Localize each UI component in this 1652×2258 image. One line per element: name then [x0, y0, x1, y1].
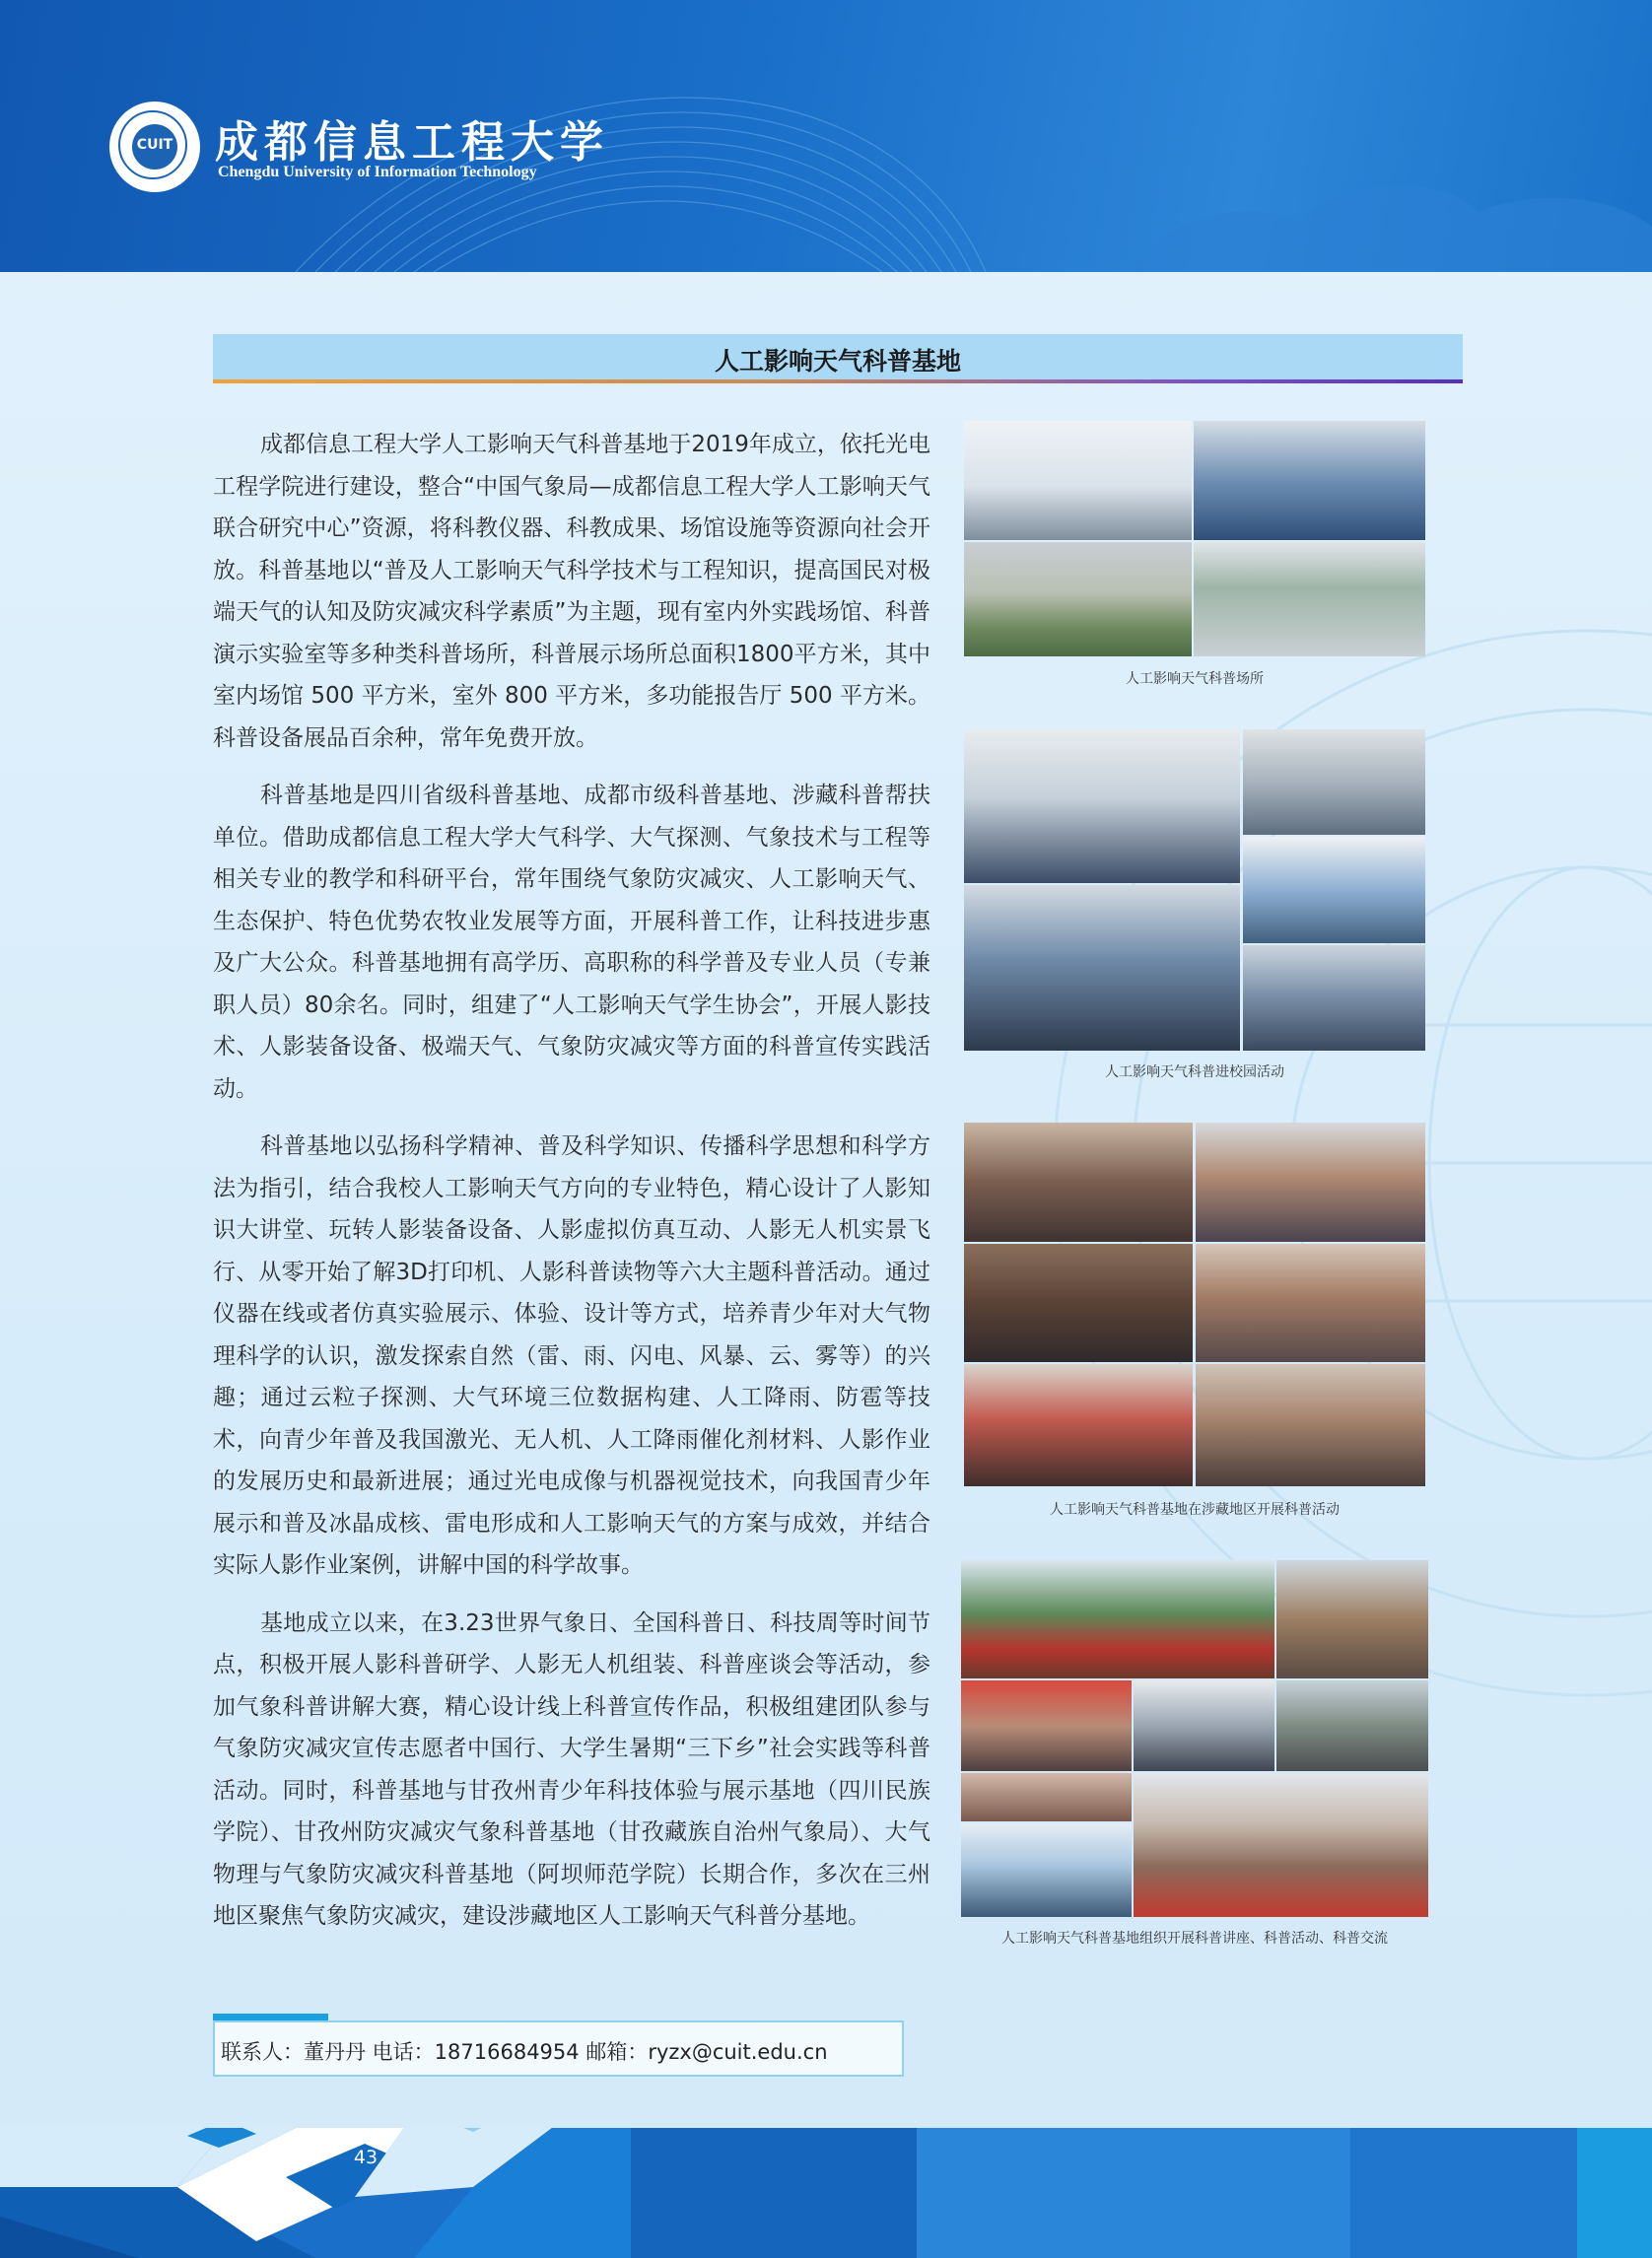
photo-tibet-outdoor — [1196, 1244, 1425, 1362]
photo-campus-students — [964, 885, 1240, 1051]
photo-gate — [1276, 1560, 1428, 1678]
section-title: 人工影响天气科普基地 — [714, 347, 961, 376]
photo-demo-lab — [1194, 542, 1425, 656]
photo-exchange-4 — [961, 1773, 1132, 1821]
school-name-cn: 成都信息工程大学 — [215, 117, 609, 168]
photo-lecture-banner — [961, 1560, 1274, 1678]
page-number: 43 — [353, 2147, 379, 2168]
contact-box — [213, 2020, 904, 2077]
photo-campus-visit-1 — [1243, 729, 1425, 835]
photo-venue-hall — [964, 421, 1192, 540]
photo-tibet-kids — [1196, 1123, 1425, 1242]
photo-campus-group — [964, 729, 1240, 883]
title-underline — [213, 379, 1463, 383]
photo-caption-2: 人工影响天气科普进校园活动 — [1105, 1064, 1284, 1080]
photo-campus-visit-2 — [1243, 837, 1425, 943]
photo-caption-4: 人工影响天气科普基地组织开展科普讲座、科普活动、科普交流 — [1001, 1931, 1388, 1947]
photo-exchange-1 — [961, 1680, 1132, 1771]
photo-tibet-crowd — [1196, 1364, 1425, 1486]
school-name-en: Chengdu University of Information Technology — [218, 164, 537, 180]
photo-lab-room — [1194, 421, 1425, 540]
footer-top-diamonds — [0, 2128, 690, 2148]
photo-caption-1: 人工影响天气科普场所 — [1126, 671, 1264, 687]
paragraph-1: 成都信息工程大学人工影响天气科普基地于2019年成立，依托光电工程学院进行建设，整合“中国气象局—成都信息工程大学人工影响天气联合研究中心”资源，将科教仪器、科教成果、场馆设施等资源向社会开放。科普基地以“普及人工影响天气科学技术与工程知识，提高国民对极端天气的认知及防灾减灾科学素质”为主题，现有室内外实践场馆、科普演示实验室等多种类科普场所，科普展示场所总面积1800平方米，其中室内场馆 500 平方米，室外 800 平方米，多功能报告厅 500 平方米。科普设备展品百余种，常年免费开放。 — [213, 432, 930, 751]
paragraph-2: 科普基地是四川省级科普基地、成都市级科普基地、涉藏科普帮扶单位。借助成都信息工程大学大气科学、大气探测、气象技术与工程等相关专业的教学和科研平台，常年围绕气象防灾减灾、人工影响天气、生态保护、特色优势农牧业发展等方面，开展科普工作，让科技进步惠及广大公众。科普基地拥有高学历、高职称的科学普及专业人员（专兼职人员）80余名。同时，组建了“人工影响天气学生协会”，开展人影技术、人影装备设备、极端天气、气象防灾减灾等方面的科普宣传实践活动。 — [213, 783, 930, 1102]
photo-outdoor-field — [964, 542, 1192, 656]
paragraph-4: 基地成立以来，在3.23世界气象日、全国科普日、科技周等时间节点，积极开展人影科普研学、人影无人机组装、科普座谈会等活动，参加气象科普讲解大赛，精心设计线上科普宣传作品，积极组建团队参与气象防灾减灾宣传志愿者中国行、大学生暑期“三下乡”社会实践等科普活动。同时，科普基地与甘孜州青少年科技体验与展示基地（四川民族学院）、甘孜州防灾减灾气象科普基地（甘孜藏族自治州气象局）、大气物理与气象防灾减灾科普基地（阿坝师范学院）长期合作，多次在三州地区聚焦气象防灾减灾，建设涉藏地区人工影响天气科普分基地。 — [213, 1609, 930, 1929]
contact-info: 联系人：董丹丹 电话：18716684954 邮箱：ryzx@cuit.edu.cn — [221, 2040, 828, 2064]
university-logo — [112, 104, 197, 189]
photo-tibet-classroom — [964, 1244, 1193, 1362]
page-footer — [0, 2128, 1652, 2258]
photo-exchange-2 — [1134, 1680, 1274, 1771]
photo-exchange-lecture — [961, 1823, 1132, 1917]
logo-abbr: CUIT — [136, 137, 173, 153]
page-header — [0, 0, 1652, 272]
body-text — [213, 424, 930, 1953]
photo-exchange-group — [1134, 1773, 1428, 1917]
photo-caption-3: 人工影响天气科普基地在涉藏地区开展科普活动 — [1050, 1502, 1340, 1518]
photo-exchange-3 — [1276, 1680, 1428, 1771]
photo-tibet-activity — [964, 1364, 1193, 1486]
section-title-bar — [213, 334, 1463, 379]
photo-campus-visit-3 — [1243, 945, 1425, 1051]
paragraph-3: 科普基地以弘扬科学精神、普及科学知识、传播科学思想和科学方法为指引，结合我校人工影响天气方向的专业特色，精心设计了人影知识大讲堂、玩转人影装备设备、人影虚拟仿真互动、人影无人机实景飞行、从零开始了解3D打印机、人影科普读物等六大主题科普活动。通过仪器在线或者仿真实验展示、体验、设计等方式，培养青少年对大气物理科学的认识，激发探索自然（雷、雨、闪电、风暴、云、雾等）的兴趣；通过云粒子探测、大气环境三位数据构建、人工降雨、防雹等技术，向青少年普及我国激光、无人机、人工降雨催化剂材料、人影作业的发展历史和最新进展；通过光电成像与机器视觉技术，向我国青少年展示和普及冰晶成核、雷电形成和人工影响天气的方案与成效，并结合实际人影作业案例，讲解中国的科学故事。 — [213, 1133, 930, 1578]
photo-tibet-elders — [964, 1123, 1193, 1242]
